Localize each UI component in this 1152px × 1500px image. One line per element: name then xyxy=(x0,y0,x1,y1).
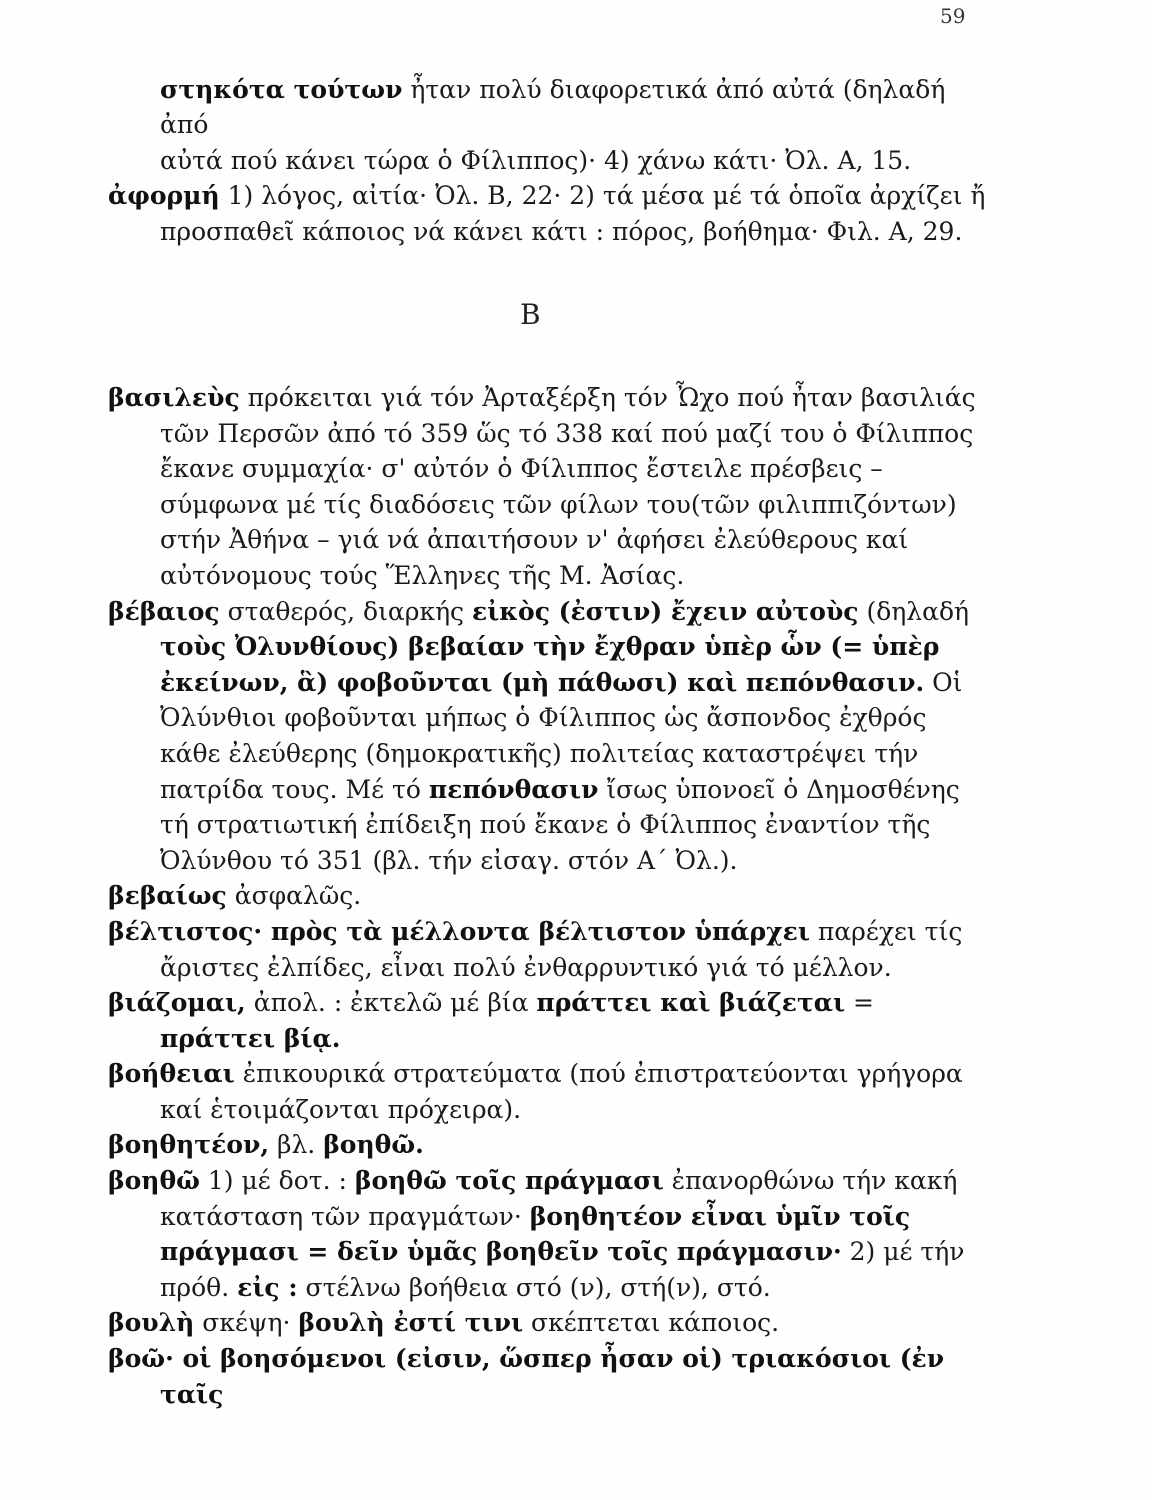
entry-text: (δηλαδή xyxy=(858,596,970,626)
entry-boetheiai xyxy=(108,1056,988,1127)
entry-phrase: οἱ βοησόμενοι (εἰσιν, ὥσπερ ἦσαν οἱ) τριακόσιοι (ἐν ταῖς xyxy=(160,1344,945,1409)
headword: βοῶ· xyxy=(108,1344,174,1374)
entry-phrase: βοηθῶ τοῖς πράγμασι xyxy=(354,1166,664,1196)
entry-text: στέλνω βοήθεια στό (ν), στή(ν), στό. xyxy=(297,1272,771,1302)
entry-phrase: εἰκὸς (ἐστιν) ἔχειν αὐτοὺς xyxy=(472,596,859,626)
entry-bebaios2 xyxy=(108,878,988,914)
headword: βασιλεὺς xyxy=(108,383,240,412)
entry-text: ἀσφαλῶς. xyxy=(226,881,362,911)
entry-text: 1) λόγος, αἰτία· Ὀλ. Β, 22· 2) τά μέσα μέ τά ὁποῖα ἀρχίζει ἤ προσπαθεῖ κάποιος νά κάνει κάτι : πόρος, βοήθημα· Φιλ. Α, 29. xyxy=(160,181,986,246)
entry-phrase: πράττει βίᾳ. xyxy=(160,1023,341,1053)
headword: βεβαίως xyxy=(108,881,227,911)
headword: βιάζομαι, xyxy=(108,988,246,1018)
headword: βουλὴ xyxy=(108,1308,195,1338)
section-letter: Β xyxy=(520,298,541,331)
entry-beltistos xyxy=(108,914,988,985)
entry-text: ἐπικουρικά στρατεύματα (πού ἐπιστρατεύονται γρήγορα καί ἑτοιμάζονται πρόχειρα). xyxy=(160,1059,963,1124)
entry-text: ἀπολ. : ἐκτελῶ μέ βία xyxy=(245,988,537,1018)
entry-text: σταθερός, διαρκής xyxy=(219,596,472,626)
continued-bold: στηκότα τούτων xyxy=(160,75,403,104)
headword: βέβαιος xyxy=(108,596,220,626)
entry-boetho xyxy=(108,1163,988,1305)
entry-text: = xyxy=(845,988,875,1018)
entry-boetheteon xyxy=(108,1127,988,1163)
entry-phrase: πεπόνθασιν xyxy=(428,774,599,804)
entries-main xyxy=(108,380,988,1412)
entry-text: 1) μέ δοτ. : xyxy=(199,1166,355,1196)
entry-text: Οἱ Ὀλύνθιοι φοβοῦνται μήπως ὁ Φίλιππος ὡς ἄσπονδος ἐχθρός κάθε ἐλεύθερης (δημοκρατικῆς) πολιτείας καταστρέψει τήν πατρίδα τους. Μέ τό xyxy=(160,667,963,804)
continued-line2: αὐτά πού κάνει τώρα ὁ Φίλιππος)· 4) χάνω κάτι· Ὀλ. Α, 15. xyxy=(160,145,912,175)
entry-phrase: τοὺς Ὀλυνθίους) βεβαίαν τὴν ἔχθραν ὑπὲρ ὧν (= ὑπὲρ ἐκείνων, ἃ) φοβοῦνται (μὴ πάθωσι) καὶ πεπόνθασιν. xyxy=(160,632,940,697)
entry-phrase: πράττει καὶ βιάζεται xyxy=(536,988,846,1018)
entry-phrase: βοηθῶ. xyxy=(323,1130,424,1160)
headword: βέλτιστος· xyxy=(108,916,263,946)
headword: βοήθειαι xyxy=(108,1059,235,1089)
continued-line1: ἦταν πολύ διαφορετικά ἀπό αὐτά (δηλαδή ἀπό xyxy=(160,75,946,140)
page-number: 59 xyxy=(940,4,966,28)
entry-phrase: εἰς : xyxy=(237,1272,298,1302)
entry-booo xyxy=(108,1341,988,1412)
headword: ἀφορμή xyxy=(108,181,220,211)
entry-text: ἐπανορθώνω τήν κακή κατάσταση τῶν πραγμάτων· xyxy=(160,1166,958,1231)
entry-text: σκέψη· xyxy=(194,1308,299,1338)
entry-text: βλ. xyxy=(269,1130,324,1160)
entry-biazomai xyxy=(108,985,988,1056)
continued-entry xyxy=(108,72,988,178)
headword: βοηθητέον, xyxy=(108,1130,270,1160)
entries-top xyxy=(108,72,988,249)
entry-phrase: βουλὴ ἐστί τινι xyxy=(298,1308,524,1338)
entry-boule xyxy=(108,1305,988,1341)
entry-text: σκέπτεται κάποιος. xyxy=(523,1308,780,1338)
headword: βοηθῶ xyxy=(108,1166,200,1196)
entry-text: πρόκειται γιά τόν Ἀρταξέρξη τόν Ὦχο πού ἦταν βασιλιάς τῶν Περσῶν ἀπό τό 359 ὥς τό 338 καί πού μαζί του ὁ Φίλιππος ἔκανε συμμαχία· σ' αὐτόν ὁ Φίλιππος ἔστειλε πρέσβεις – σύμφωνα μέ τίς διαδόσεις τῶν φίλων του(τῶν φιλιππιζόντων) στήν Ἀθήνα – γιά νά ἀπαιτήσουν ν' ἀφήσει ἐλεύθερους καί αὐτόνομους τούς Ἕλληνες τῆς Μ. Ἀσίας. xyxy=(160,383,976,590)
entry-text: παρέχει τίς ἄριστες ἐλπίδες, εἶναι πολύ ἐνθαρρυντικό γιά τό μέλλον. xyxy=(160,916,963,982)
entry-text: 2) μέ τήν πρόθ. xyxy=(160,1237,965,1302)
entry-text: ἴσως ὑπονοεῖ ὁ Δημοσθένης τή στρατιωτική ἐπίδειξη πού ἔκανε ὁ Φίλιππος ἐναντίον τῆς Ὀλύνθου τό 351 (βλ. τήν εἰσαγ. στόν Α΄ Ὀλ.). xyxy=(160,774,960,875)
entry-phrase: βοηθητέον εἶναι ὑμῖν τοῖς πράγμασι = δεῖν ὑμᾶς βοηθεῖν τοῖς πράγμασιν· xyxy=(160,1201,911,1267)
entry-bebaios xyxy=(108,594,988,879)
entry-aformi xyxy=(108,178,988,249)
entry-phrase: πρὸς τὰ μέλλοντα βέλτιστον ὑπάρχει xyxy=(262,916,810,946)
entry-basileus xyxy=(108,380,988,594)
